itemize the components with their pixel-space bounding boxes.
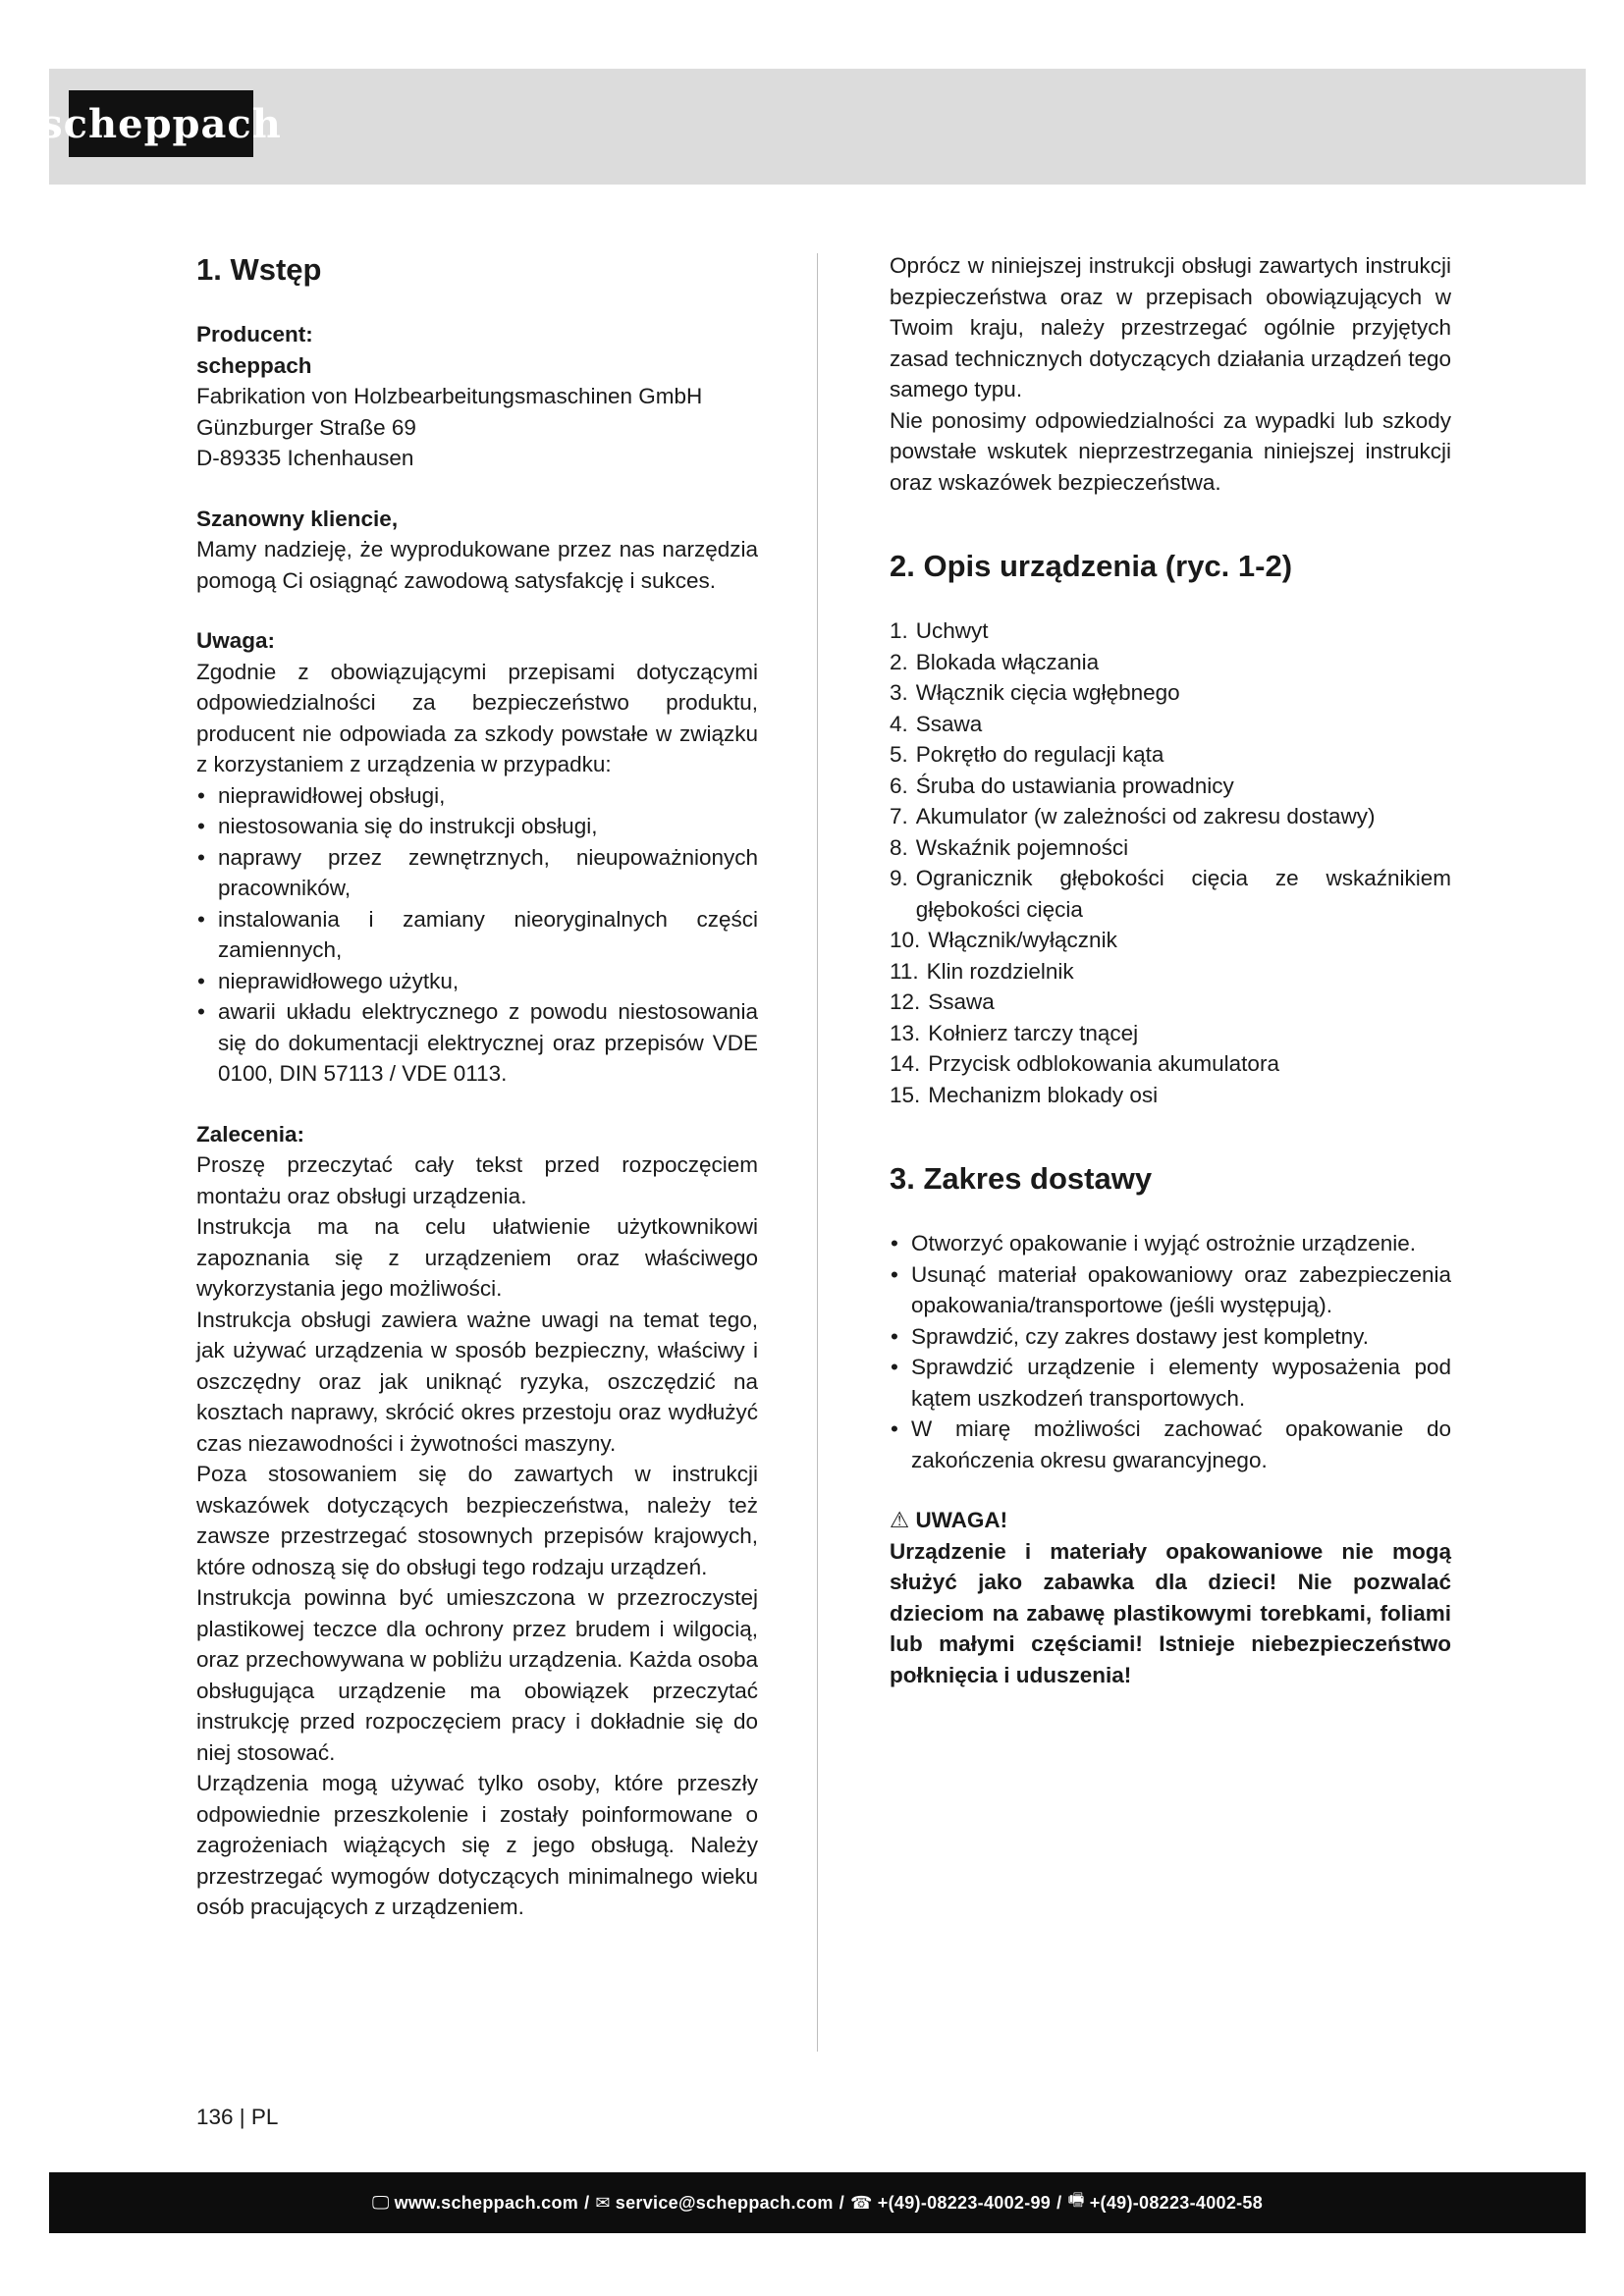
list-item: 12. Ssawa: [890, 989, 995, 1014]
list-item: • Sprawdzić, czy zakres dostawy jest kompletny.: [890, 1321, 1451, 1353]
phone-number: +(49)-08223-4002-99: [877, 2192, 1052, 2213]
list-item: 3. Włącznik cięcia wgłębnego: [890, 680, 1180, 705]
customer-text: Mamy nadzieję, że wyprodukowane przez nas narzędzia pomogą Ci osiągnąć zawodową satysfakcję i sukces.: [196, 537, 758, 593]
list-item: 1. Uchwyt: [890, 618, 989, 643]
list-item: 10. Włącznik/wyłącznik: [890, 928, 1117, 952]
section-title-introduction: 1. Wstęp: [196, 252, 322, 287]
producer-line: D-89335 Ichenhausen: [196, 446, 414, 470]
website-link[interactable]: www.scheppach.com: [394, 2192, 579, 2213]
list-item: • Sprawdzić urządzenie i elementy wyposażenia pod kątem uszkodzeń transportowych.: [890, 1352, 1451, 1414]
mail-icon: ✉: [595, 2192, 611, 2213]
list-item: 8. Wskaźnik pojemności: [890, 834, 1129, 860]
intro-paragraph: Nie ponosimy odpowiedzialności za wypadki lub szkody powstałe wskutek nieprzestrzegania niniejszej instrukcji oraz wskazówek bezpieczeństwa.: [890, 407, 1451, 495]
list-item: 7. Akumulator (w zależności od zakresu dostawy): [890, 804, 1376, 828]
parts-list: [890, 615, 1451, 1110]
recommendations-label: Zalecenia:: [196, 1121, 305, 1147]
producer-line: Günzburger Straße 69: [196, 414, 416, 440]
warning-title: ⚠ UWAGA!: [890, 1508, 1008, 1532]
list-item: • nieprawidłowej obsługi,: [196, 780, 758, 812]
attention-text: Zgodnie z obowiązującymi przepisami dotyczącymi odpowiedzialności za bezpieczeństwo produktu, producent nie odpowiada za szkody powstałe w związku z korzystaniem z urządzenia w przypadku:: [196, 659, 758, 776]
list-item: 4. Ssawa: [890, 711, 983, 736]
recommendation-paragraph: Instrukcja obsługi zawiera ważne uwagi na temat tego, jak używać urządzenia w sposób bezpieczny, właściwy i oszczędny oraz jak uniknąć ryzyka, oszczędzić na kosztach naprawy, skrócić okres przestoju oraz wydłużyć czas niezawodności i żywotności maszyny.: [196, 1307, 758, 1456]
attention-label: Uwaga:: [196, 628, 276, 653]
fax-icon: 🖷: [1067, 2190, 1085, 2210]
list-item: 2. Blokada włączania: [890, 649, 1100, 674]
email-link[interactable]: service@scheppach.com: [615, 2192, 834, 2213]
recommendation-paragraph: Urządzenia mogą używać tylko osoby, które przeszły odpowiednie przeszkolenie i zostały poinformowane o zagrożeniach wiążących się z jego obsługą. Należy przestrzegać wymogów dotyczących minimalnego wieku osób pracujących z urządzeniem.: [196, 1771, 758, 1919]
producer-line: Fabrikation von Holzbearbeitungsmaschinen GmbH: [196, 384, 703, 408]
list-item: 9. Ogranicznik głębokości cięcia ze wskaźnikiem głębokości cięcia: [890, 866, 1451, 922]
list-item: • instalowania i zamiany nieoryginalnych części zamiennych,: [196, 904, 758, 966]
section-title-delivery: 3. Zakres dostawy: [890, 1161, 1153, 1196]
right-column: [890, 250, 1451, 1690]
producer-name: scheppach: [196, 352, 312, 378]
list-item: • Usunąć materiał opakowaniowy oraz zabezpieczenia opakowania/transportowe (jeśli występują).: [890, 1259, 1451, 1321]
list-item: 14. Przycisk odblokowania akumulatora: [890, 1051, 1279, 1076]
list-item: 6. Śruba do ustawiania prowadnicy: [890, 773, 1234, 798]
monitor-icon: 🖵: [371, 2192, 390, 2213]
recommendation-paragraph: Poza stosowaniem się do zawartych w instrukcji wskazówek dotyczących bezpieczeństwa, należy też zawsze przestrzegać stosownych przepisów krajowych, które odnoszą się do obsługi tego rodzaju urządzeń.: [196, 1462, 758, 1579]
list-item: 11. Klin rozdzielnik: [890, 958, 1074, 984]
recommendation-paragraph: Instrukcja powinna być umieszczona w przezroczystej plastikowej teczce dla ochrony przez brudem i wilgocią, oraz przechowywana w pobliżu urządzenia. Każda osoba obsługująca urządzenie ma obowiązek przeczytać instrukcję przed rozpoczęciem pracy i dokładnie się do niej stosować.: [196, 1585, 758, 1765]
warning-triangle-icon: ⚠: [890, 1508, 910, 1532]
left-column: [196, 250, 758, 1923]
phone-icon: ☎: [850, 2192, 873, 2213]
list-item: • W miarę możliwości zachować opakowanie do zakończenia okresu gwarancyjnego.: [890, 1414, 1451, 1475]
list-item: • naprawy przez zewnętrznych, nieupoważnionych pracowników,: [196, 842, 758, 904]
producer-label: Producent:: [196, 322, 313, 347]
section-title-description: 2. Opis urządzenia (ryc. 1-2): [890, 549, 1293, 583]
list-item: • Otworzyć opakowanie i wyjąć ostrożnie urządzenie.: [890, 1228, 1451, 1259]
list-item: 13. Kołnierz tarczy tnącej: [890, 1020, 1139, 1045]
list-item: 15. Mechanizm blokady osi: [890, 1082, 1159, 1107]
warning-text: Urządzenie i materiały opakowaniowe nie mogą służyć jako zabawka dla dzieci! Nie pozwalać dzieciom na zabawę plastikowymi torebkami, foliami lub małymi częściami! Istnieje niebezpieczeństwo połknięcia i uduszenia!: [890, 1538, 1451, 1687]
footer-contact-bar: 🖵 www.scheppach.com / ✉ service@scheppach.com / ☎ +(49)-08223-4002-99 / 🖷 +(49)-08223-4002-58: [49, 2172, 1586, 2233]
list-item: • niestosowania się do instrukcji obsługi,: [196, 811, 758, 842]
recommendation-paragraph: Proszę przeczytać cały tekst przed rozpoczęciem montażu oraz obsługi urządzenia.: [196, 1152, 758, 1208]
list-item: • awarii układu elektrycznego z powodu niestosowania się do dokumentacji elektrycznej oraz przepisów VDE 0100, DIN 57113 / VDE 0113.: [196, 996, 758, 1090]
customer-label: Szanowny kliencie,: [196, 506, 399, 531]
column-divider: [817, 253, 818, 2052]
list-item: 5. Pokrętło do regulacji kąta: [890, 742, 1164, 767]
list-item: • nieprawidłowego użytku,: [196, 966, 758, 997]
brand-logo: scheppach: [69, 90, 253, 157]
recommendation-paragraph: Instrukcja ma na celu ułatwienie użytkownikowi zapoznania się z urządzeniem oraz właściwego wykorzystania jego możliwości.: [196, 1214, 758, 1301]
delivery-list: [890, 1228, 1451, 1475]
attention-list: [196, 780, 758, 1090]
fax-number: +(49)-08223-4002-58: [1089, 2192, 1264, 2213]
page-number: 136 | PL: [196, 2105, 279, 2129]
intro-paragraph: Oprócz w niniejszej instrukcji obsługi zawartych instrukcji bezpieczeństwa oraz w przepisach obowiązujących w Twoim kraju, należy przestrzegać ogólnie przyjętych zasad technicznych dotyczących działania urządzeń tego samego typu.: [890, 253, 1451, 401]
